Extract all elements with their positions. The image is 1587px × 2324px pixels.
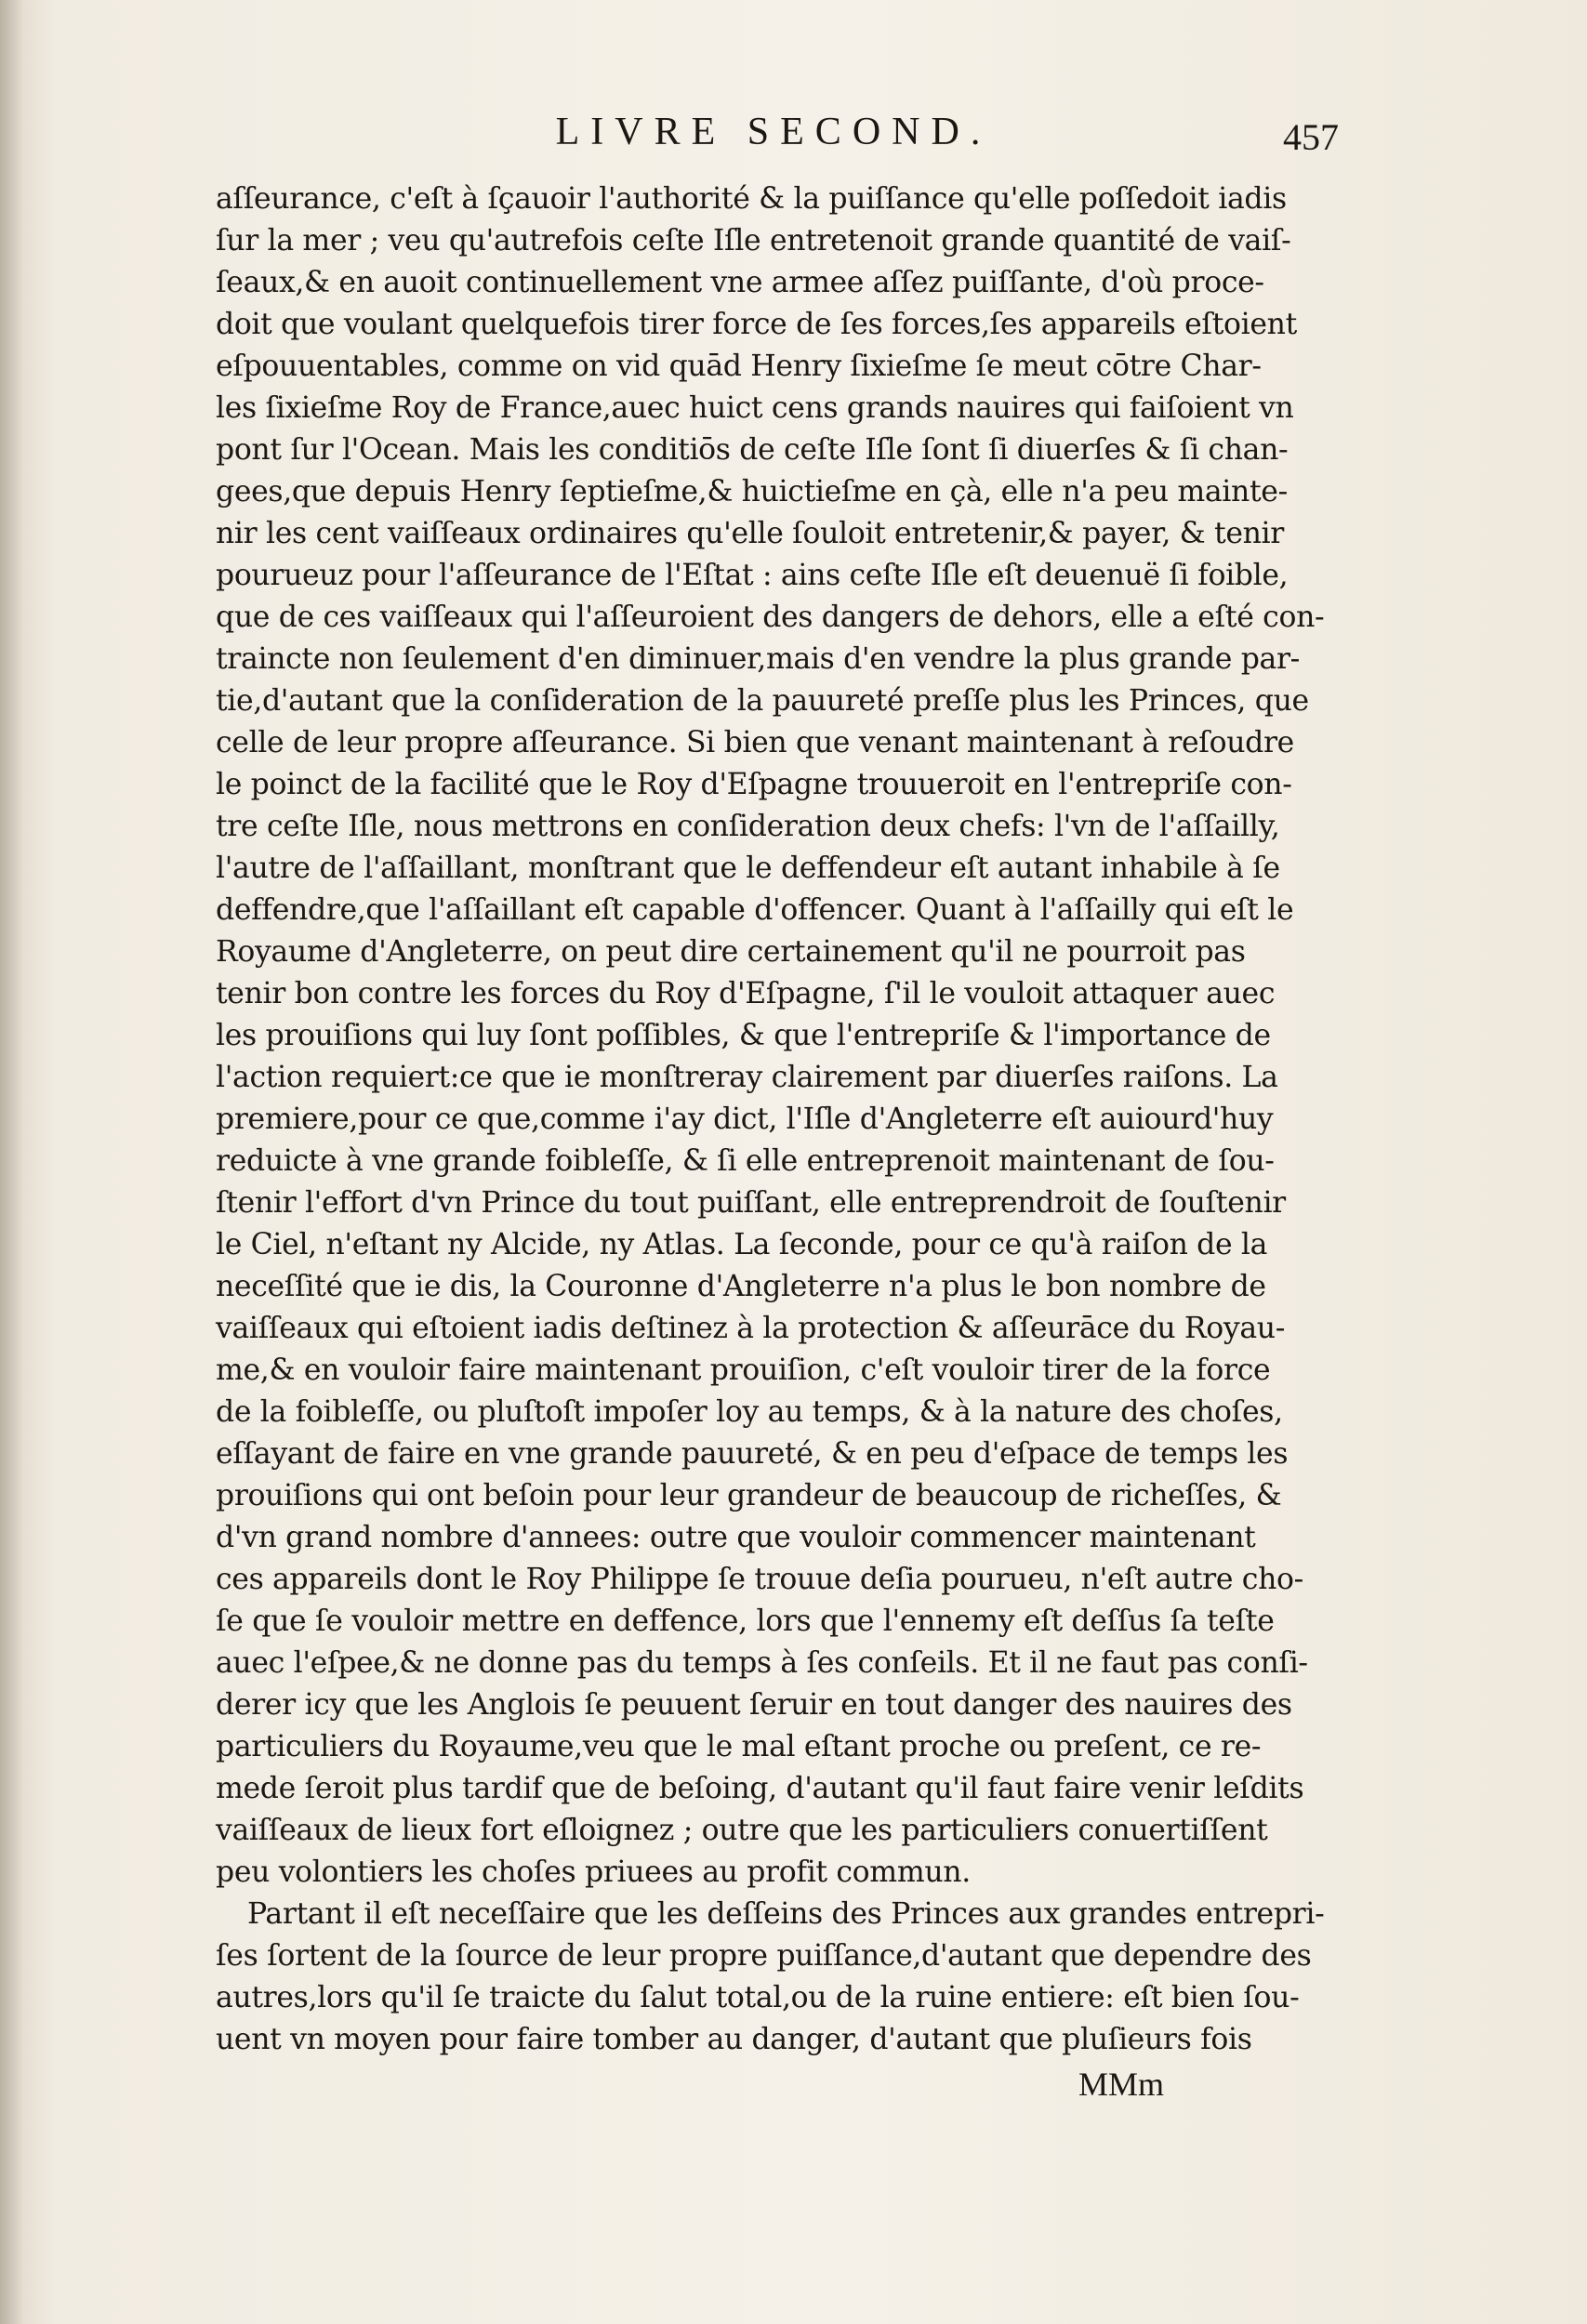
text-line: me,& en vouloir faire maintenant prouiſion, c'eſt vouloir tirer de la force	[216, 1353, 1271, 1387]
text-line: particuliers du Royaume,veu que le mal eſtant proche ou preſent, ce re-	[216, 1730, 1262, 1763]
text-line: le poinct de la facilité que le Roy d'Eſpagne trouueroit en l'entrepriſe con-	[216, 768, 1292, 801]
text-line: tenir bon contre les forces du Roy d'Eſpagne, ſ'il le vouloit attaquer auec	[216, 977, 1276, 1010]
text-line: deffendre,que l'aſſaillant eſt capable d'offencer. Quant à l'aſſailly qui eſt le	[216, 893, 1294, 927]
text-line: ſeaux,& en auoit continuellement vne armee aſſez puiſſante, d'où proce-	[216, 266, 1264, 299]
text-line: l'action requiert:ce que ie monſtreray clairement par diuerſes raiſons. La	[216, 1061, 1278, 1094]
page-number: 457	[1283, 116, 1339, 158]
text-line: derer icy que les Anglois ſe peuuent ſeruir en tout danger des nauires des	[216, 1688, 1292, 1722]
text-line: neceſſité que ie dis, la Couronne d'Angleterre n'a plus le bon nombre de	[216, 1270, 1266, 1303]
text-line: ſes ſortent de la ſource de leur propre puiſſance,d'autant que dependre des	[216, 1939, 1312, 1973]
text-line: gees,que depuis Henry ſeptieſme,& huictieſme en çà, elle n'a peu mainte-	[216, 475, 1288, 508]
text-line: reduicte à vne grande foibleſſe, & ſi elle entreprenoit maintenant de ſou-	[216, 1144, 1275, 1178]
text-line: traincte non ſeulement d'en diminuer,mais d'en vendre la plus grande par-	[216, 642, 1300, 676]
text-line: aſſeurance, c'eſt à ſçauoir l'authorité & la puiſſance qu'elle poſſedoit iadis	[216, 182, 1287, 216]
text-line: eſſayant de faire en vne grande pauureté, & en peu d'eſpace de temps les	[216, 1437, 1289, 1471]
text-line: Royaume d'Angleterre, on peut dire certainement qu'il ne pourroit pas	[216, 935, 1246, 969]
text-line: eſpouuentables, comme on vid quād Henry ſixieſme ſe meut cōtre Char-	[216, 350, 1262, 383]
paragraph-2	[216, 1894, 1331, 2061]
text-line: mede ſeroit plus tardif que de beſoing, d'autant qu'il faut faire venir leſdits	[216, 1772, 1304, 1805]
catchword-row	[216, 2061, 1331, 2107]
text-line: nir les cent vaiſſeaux ordinaires qu'elle ſouloit entretenir,& payer, & tenir	[216, 517, 1284, 550]
text-line: le Ciel, n'eſtant ny Alcide, ny Atlas. La ſeconde, pour ce qu'à raiſon de la	[216, 1228, 1268, 1261]
text-line: pont ſur l'Ocean. Mais les conditiōs de ceſte Iſle ſont ſi diuerſes & ſi chan-	[216, 433, 1289, 467]
catchword: MMm	[1078, 2066, 1164, 2103]
text-line: ſur la mer ; veu qu'autrefois ceſte Iſle entretenoit grande quantité de vaiſ-	[216, 224, 1291, 257]
text-block	[216, 110, 1339, 2107]
text-line: vaiſſeaux de lieux fort eſloignez ; outre que les particuliers conuertiſſent	[216, 1814, 1268, 1847]
text-line: pourueuz pour l'aſſeurance de l'Eſtat : ains ceſte Iſle eſt deuenuë ſi foible,	[216, 559, 1289, 592]
text-line: Partant il eſt neceſſaire que les deſſeins des Princes aux grandes entrepri-	[247, 1897, 1325, 1931]
text-line: d'vn grand nombre d'annees: outre que vouloir commencer maintenant	[216, 1521, 1256, 1554]
text-line: peu volontiers les choſes priuees au profit commun.	[216, 1855, 971, 1889]
paragraph-1	[216, 178, 1331, 1894]
text-line: les prouiſions qui luy ſont poſſibles, & que l'entrepriſe & l'importance de	[216, 1019, 1271, 1052]
text-line: l'autre de l'aſſaillant, monſtrant que le deffendeur eſt autant inhabile à ſe	[216, 852, 1280, 885]
page-header	[216, 110, 1339, 171]
text-line: prouiſions qui ont beſoin pour leur grandeur de beaucoup de richeſſes, &	[216, 1479, 1282, 1512]
text-line: vaiſſeaux qui eſtoient iadis deſtinez à la protection & aſſeurāce du Royau-	[216, 1312, 1286, 1345]
text-line: de la foibleſſe, ou pluſtoſt impoſer loy au temps, & à la nature des choſes,	[216, 1395, 1283, 1429]
running-title: LIVRE SECOND.	[555, 111, 992, 153]
text-line: ſe que ſe vouloir mettre en deffence, lors que l'ennemy eſt deſſus ſa teſte	[216, 1604, 1275, 1638]
text-line: ces appareils dont le Roy Philippe ſe trouue deſia pourueu, n'eſt autre cho-	[216, 1563, 1303, 1596]
page-gutter-shadow	[0, 0, 24, 2324]
text-line: celle de leur propre aſſeurance. Si bien que venant maintenant à reſoudre	[216, 726, 1294, 759]
text-line: premiere,pour ce que,comme i'ay dict, l'Iſle d'Angleterre eſt auiourd'huy	[216, 1103, 1274, 1136]
text-line: les ſixieſme Roy de France,auec huict cens grands nauires qui faiſoient vn	[216, 391, 1294, 425]
text-line: tre ceſte Iſle, nous mettrons en conſideration deux chefs: l'vn de l'aſſailly,	[216, 810, 1280, 843]
text-line: auec l'eſpee,& ne donne pas du temps à ſes conſeils. Et il ne faut pas conſi-	[216, 1646, 1308, 1680]
text-line: ſtenir l'effort d'vn Prince du tout puiſſant, elle entreprendroit de ſouſtenir	[216, 1186, 1286, 1220]
text-line: autres,lors qu'il ſe traicte du ſalut total,ou de la ruine entiere: eſt bien ſou-	[216, 1981, 1300, 2014]
text-line: doit que voulant quelquefois tirer force de ſes forces,ſes appareils eſtoient	[216, 308, 1297, 341]
text-line: tie,d'autant que la conſideration de la pauureté preſſe plus les Princes, que	[216, 684, 1309, 718]
text-line: uent vn moyen pour faire tomber au danger, d'autant que pluſieurs fois	[216, 2023, 1252, 2056]
text-line: que de ces vaiſſeaux qui l'aſſeuroient des dangers de dehors, elle a eſté con-	[216, 601, 1325, 634]
